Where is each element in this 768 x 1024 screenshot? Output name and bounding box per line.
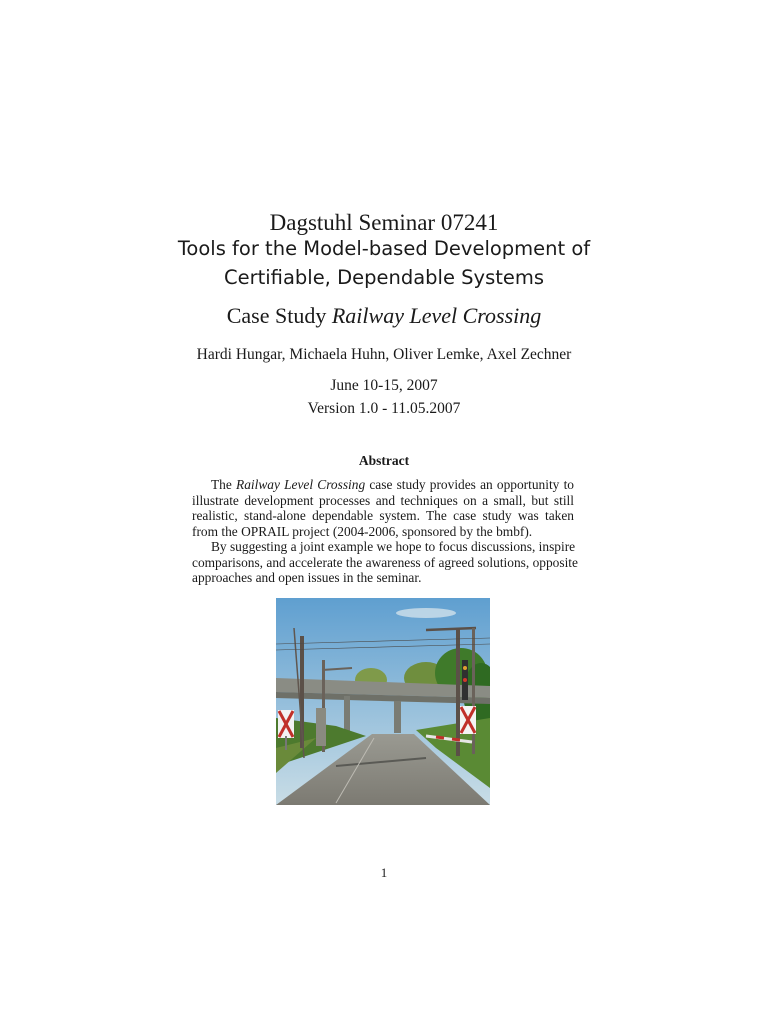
case-study-name: Railway Level Crossing [331,303,542,328]
railway-level-crossing-photo [276,598,490,805]
authors: Hardi Hungar, Michaela Huhn, Oliver Lemke, Axel Zechner [196,346,572,363]
abstract-line-rest: case study provides an opportunity to [369,477,574,492]
abstract-line: from the OPRAIL project (2004-2006, sponsored by the bmbf). [192,523,533,539]
abstract-line: comparisons, and accelerate the awareness of agreed solutions, opposite [192,554,578,570]
page-number: 1 [380,865,388,880]
abstract-line: realistic, stand-alone dependable system. The case study was taken [192,508,574,523]
paper-title-line-2: Certifiable, Dependable Systems [223,266,545,289]
abstract-line: illustrate development processes and techniques on a small, but still [192,492,574,508]
seminar-title: Dagstuhl Seminar 07241 [269,210,499,235]
case-study-prefix: Case Study [226,303,327,328]
paper-title-line-1: Tools for the Model-based Development of [177,237,591,260]
abstract-intro: The [211,477,232,492]
case-study-heading [0,303,768,329]
abstract-line [192,477,574,493]
abstract-heading: Abstract [358,453,410,468]
abstract-line: approaches and open issues in the seminar. [192,570,422,585]
document-version: Version 1.0 - 11.05.2007 [307,400,461,417]
abstract-line: By suggesting a joint example we hope to focus discussions, inspire [211,539,576,554]
seminar-date: June 10-15, 2007 [330,377,438,394]
abstract-case-name: Railway Level Crossing [236,477,366,492]
